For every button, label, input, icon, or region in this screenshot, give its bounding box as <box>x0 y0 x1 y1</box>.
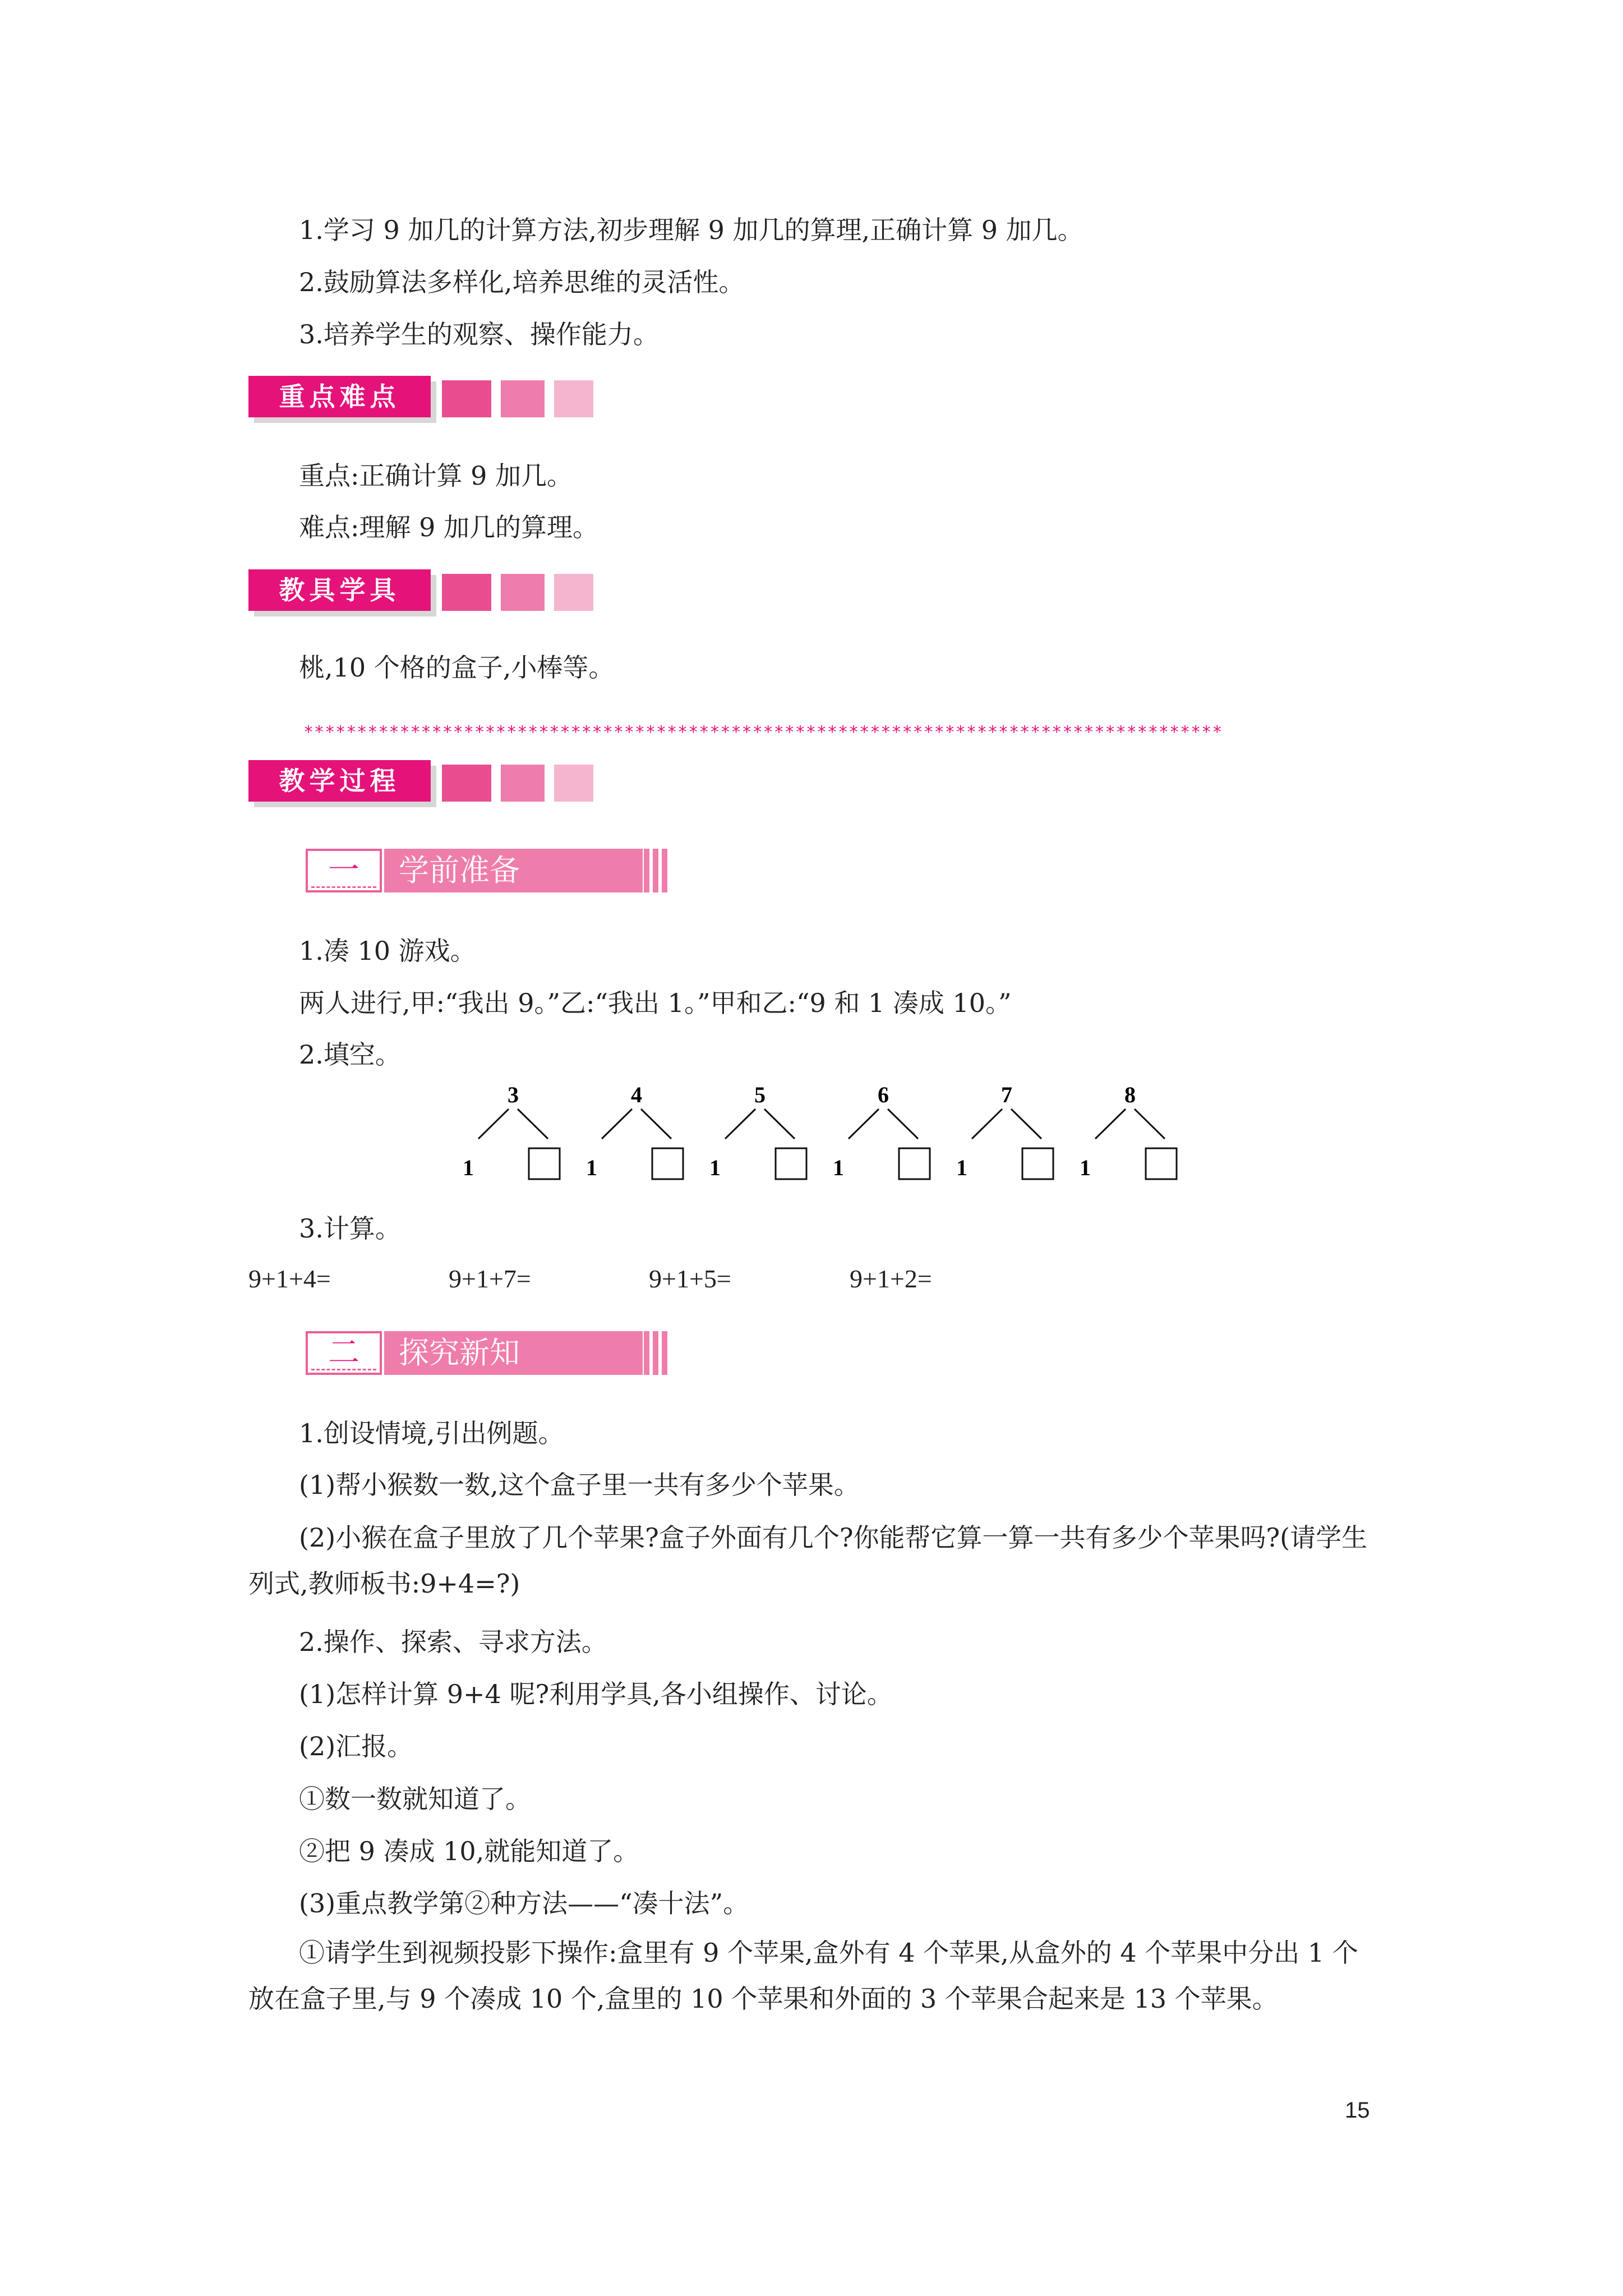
number-tree <box>1080 1082 1177 1180</box>
tree-branch-right <box>1135 1109 1165 1139</box>
objective-3: 3.培养学生的观察、操作能力。 <box>299 319 659 349</box>
calc-4: 9+1+2= <box>850 1264 932 1293</box>
part1-item1: 1.凑 10 游戏。 <box>299 936 476 966</box>
calc-3: 9+1+5= <box>649 1264 731 1293</box>
decor-square-2 <box>501 765 545 802</box>
tree-left-number: 1 <box>833 1155 844 1180</box>
part2-line-4: 2.操作、探索、寻求方法。 <box>299 1627 607 1657</box>
subsection-title: 学前准备 <box>384 849 643 892</box>
tree-top-number: 8 <box>1124 1082 1136 1107</box>
blank-box <box>1022 1148 1053 1179</box>
tree-branch-right <box>641 1109 671 1139</box>
calc-2: 9+1+7= <box>449 1264 531 1293</box>
objective-1: 1.学习 9 加几的计算方法,初步理解 9 加几的算理,正确计算 9 加几。 <box>299 215 1083 245</box>
page-number: 15 <box>1345 2098 1370 2123</box>
tree-left-number: 1 <box>709 1155 721 1180</box>
tree-branch-left <box>602 1109 632 1139</box>
part1-game: 两人进行,甲:“我出 9。”乙:“我出 1。”甲和乙:“9 和 1 凑成 10。” <box>299 988 1012 1018</box>
section-title: 教学过程 <box>248 760 431 802</box>
number-tree <box>833 1082 930 1180</box>
subsection-number: 一 <box>306 849 382 892</box>
number-tree <box>463 1082 560 1180</box>
stripe <box>653 1331 658 1375</box>
tree-branch-right <box>1011 1109 1041 1139</box>
objective-2: 2.鼓励算法多样化,培养思维的灵活性。 <box>299 267 745 297</box>
part2-line-5: (1)怎样计算 9+4 呢?利用学具,各小组操作、讨论。 <box>299 1679 893 1709</box>
blank-box <box>652 1148 683 1179</box>
part2-line-6: (2)汇报。 <box>299 1731 413 1761</box>
decor-square-2 <box>501 574 545 611</box>
blank-box <box>899 1148 930 1179</box>
part1-item2: 2.填空。 <box>299 1039 401 1070</box>
number-trees <box>437 1074 1195 1203</box>
tree-top-number: 7 <box>1001 1082 1012 1107</box>
decor-square-3 <box>554 574 593 611</box>
tree-branch-right <box>518 1109 548 1139</box>
number-tree <box>709 1082 806 1180</box>
blank-box <box>529 1148 560 1179</box>
tree-branch-left <box>972 1109 1002 1139</box>
decor-square-3 <box>554 765 593 802</box>
tree-left-number: 1 <box>956 1155 967 1180</box>
stripe <box>644 1331 649 1375</box>
tree-branch-left <box>1095 1109 1126 1139</box>
subsection-title: 探究新知 <box>384 1331 643 1375</box>
part2-line-8: ②把 9 凑成 10,就能知道了。 <box>299 1836 639 1866</box>
tree-left-number: 1 <box>463 1155 474 1180</box>
part2-line-1: 1.创设情境,引出例题。 <box>299 1418 564 1448</box>
subsection-number: 二 <box>306 1331 382 1375</box>
part2-line-7: ①数一数就知道了。 <box>299 1784 531 1814</box>
tree-top-number: 3 <box>508 1082 519 1107</box>
blank-box <box>1146 1148 1177 1179</box>
tree-left-number: 1 <box>1080 1155 1091 1180</box>
key-point: 重点:正确计算 9 加几。 <box>299 461 573 491</box>
section-title: 重点难点 <box>248 376 431 417</box>
materials-text: 桃,10 个格的盒子,小棒等。 <box>299 652 615 683</box>
tree-branch-right <box>888 1109 918 1139</box>
tree-branch-left <box>849 1109 879 1139</box>
section-title: 教具学具 <box>248 569 431 611</box>
tree-branch-right <box>764 1109 795 1139</box>
calc-1: 9+1+4= <box>248 1264 331 1293</box>
part2-line-2: (1)帮小猴数一数,这个盒子里一共有多少个苹果。 <box>299 1470 860 1500</box>
stripe <box>662 1331 667 1375</box>
stripe <box>653 849 658 892</box>
part2-line-9: (3)重点教学第②种方法——“凑十法”。 <box>299 1888 749 1918</box>
blank-box <box>776 1148 806 1179</box>
part2-line-3: (2)小猴在盒子里放了几个苹果?盒子外面有几个?你能帮它算一算一共有多少个苹果吗?(请学生列式,教师板书:9+4=?) <box>248 1522 1368 1599</box>
decor-square-3 <box>554 380 593 417</box>
stripe <box>644 849 649 892</box>
tree-top-number: 4 <box>631 1082 642 1107</box>
stripe <box>635 1331 640 1375</box>
number-tree <box>956 1082 1053 1180</box>
tree-branch-left <box>725 1109 755 1139</box>
decor-square-1 <box>442 380 491 417</box>
tree-branch-left <box>478 1109 509 1139</box>
number-tree <box>586 1082 683 1180</box>
decor-square-2 <box>501 380 545 417</box>
difficult-point: 难点:理解 9 加几的算理。 <box>299 512 599 542</box>
part1-item3: 3.计算。 <box>299 1213 401 1244</box>
tree-top-number: 5 <box>754 1082 766 1107</box>
part2-line-10: ①请学生到视频投影下操作:盒里有 9 个苹果,盒外有 4 个苹果,从盒外的 4 个苹果中分出 1 个放在盒子里,与 9 个凑成 10 个,盒里的 10 个苹果和外面的 3 个苹果合起来是 13 个苹果。 <box>248 1938 1358 2014</box>
decor-square-1 <box>442 765 491 802</box>
stripe <box>635 849 640 892</box>
star-divider: ************************************************************************************** <box>303 723 1223 742</box>
stripe <box>662 849 667 892</box>
tree-left-number: 1 <box>586 1155 597 1180</box>
decor-square-1 <box>442 574 491 611</box>
tree-top-number: 6 <box>878 1082 889 1107</box>
